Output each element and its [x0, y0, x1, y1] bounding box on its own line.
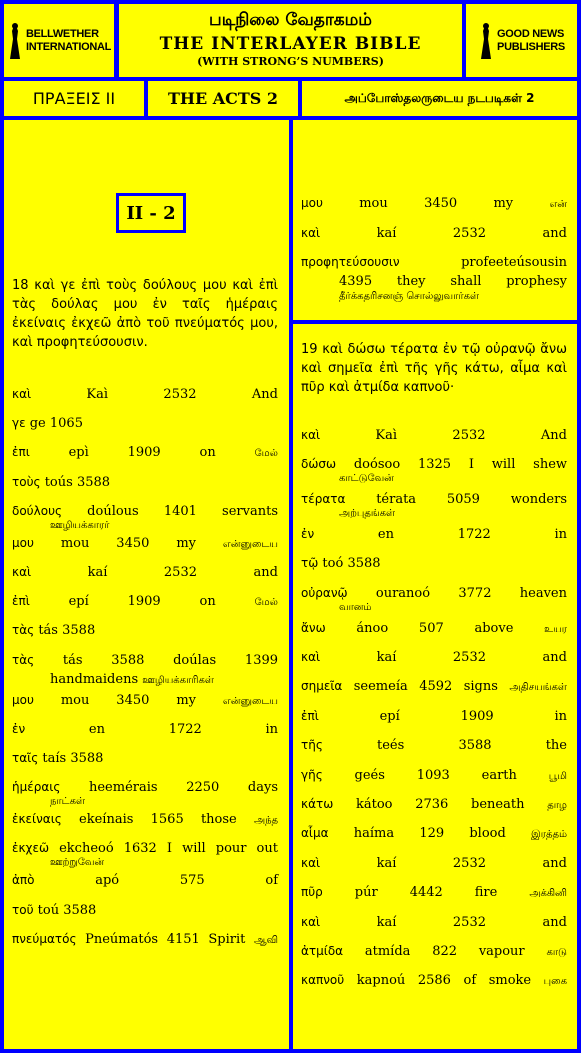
strong-number: 3588: [76, 474, 111, 490]
strong-number: 4151: [166, 931, 200, 947]
strong-number: 3450: [116, 692, 150, 708]
english-gloss: servants: [222, 503, 278, 519]
english-gloss: blood: [469, 826, 506, 842]
tamil-gloss-line: [339, 472, 394, 485]
greek-word: καὶ: [301, 855, 321, 870]
word-row: [12, 564, 278, 581]
greek-word: ἐπὶ: [12, 594, 30, 609]
word-row: [301, 737, 567, 754]
word-row: [12, 779, 278, 796]
tamil-gloss: அக்கினி: [529, 888, 568, 900]
title-sub: (WITH STRONG’S NUMBERS): [197, 55, 384, 68]
word-row: [12, 902, 278, 919]
strong-number: 2532: [452, 225, 486, 241]
greek-word: γε: [12, 416, 26, 431]
transliteration: doúlous: [87, 503, 139, 519]
tamil-book-label: அப்போஸ்தலருடைய நடபடிகள் 2: [344, 90, 535, 105]
greek-word: ἐπὶ: [301, 708, 319, 723]
word-row: [12, 593, 278, 611]
transliteration: taís: [42, 751, 67, 766]
left-logo-line1: BELLWETHER: [25, 27, 99, 40]
english-gloss: my: [176, 692, 196, 708]
english-gloss: and: [542, 650, 567, 665]
transliteration: kaí: [376, 855, 397, 871]
transliteration: mou: [60, 535, 90, 551]
tamil-gloss: ஊழியக்காரிகள்: [142, 674, 214, 686]
greek-word: κάτω: [301, 797, 334, 811]
greek-word: ἐν: [301, 527, 315, 541]
transliteration: epí: [379, 708, 400, 724]
strong-number: 2532: [452, 855, 486, 871]
word-row: [12, 840, 278, 857]
transliteration: térata: [376, 492, 417, 508]
word-row: [301, 620, 567, 638]
strong-number: 3588: [111, 652, 145, 668]
word-row: [12, 535, 278, 553]
word-row: [301, 678, 567, 696]
english-gloss: of: [265, 873, 279, 889]
greek-word: καὶ: [301, 428, 321, 442]
greek-word: ἄνω: [301, 620, 326, 635]
transliteration: Kaì: [375, 428, 398, 443]
greek-word: τοὺς: [12, 474, 41, 489]
english-gloss: I will pour out: [166, 841, 278, 857]
english-gloss: beneath: [471, 797, 525, 812]
strong-number: 2586: [417, 973, 451, 989]
transliteration: en: [377, 527, 394, 542]
english-gloss: Spirit: [208, 931, 246, 947]
tamil-gloss-line: [339, 290, 479, 303]
strong-number: 2250: [186, 780, 220, 796]
english-gloss: wonders: [510, 492, 567, 508]
tamil-gloss: ஊழியக்காரர்: [50, 519, 110, 531]
word-row: [301, 491, 567, 508]
english-gloss: and: [253, 565, 278, 580]
english-gloss: in: [554, 527, 568, 542]
transliteration: ánoo: [356, 620, 389, 636]
word-row: [301, 649, 567, 666]
greek-word: τὰς: [12, 623, 35, 638]
left-logo: [4, 4, 114, 77]
word-row: [301, 254, 567, 271]
greek-word: ἐν: [12, 721, 26, 736]
greek-word: ἐκείναις: [12, 812, 62, 827]
transliteration: Kaì: [86, 387, 109, 402]
word-row: [301, 555, 567, 572]
greek-word: πῦρ: [301, 885, 323, 900]
greek-word: ἀτμίδα: [301, 944, 344, 958]
word-row-continuation: [339, 274, 567, 290]
word-row: [301, 456, 567, 473]
english-gloss: I will shew: [468, 457, 568, 473]
greek-word: προφητεύσουσιν: [301, 255, 400, 269]
tamil-gloss: உயர: [544, 623, 567, 635]
strong-number: 4395: [339, 274, 373, 289]
transliteration: teés: [377, 738, 405, 754]
strong-number: 2532: [452, 428, 486, 443]
strong-number: 129: [419, 826, 445, 842]
verse-19-text: 19 καὶ δώσω τέρατα ἐν τῷ οὐρανῷ ἄνω καὶ σημεῖα ἐπὶ τῆς γῆς κάτω, αἷμα καὶ πῦρ καὶ ἀτμίδα καπνοῦ·: [301, 342, 567, 395]
transliteration: profeeteúsousin: [461, 255, 567, 270]
greek-word: τὰς: [12, 652, 35, 667]
english-gloss: those: [200, 812, 237, 828]
strong-number: 3450: [424, 196, 458, 211]
word-row: [12, 474, 278, 491]
english-gloss: on: [199, 445, 216, 461]
word-row: [12, 386, 278, 403]
strong-number: 5059: [446, 492, 480, 508]
right-logo: [466, 4, 577, 77]
transliteration: Pneúmatós: [85, 931, 159, 947]
title-tamil: படிநிலை வேதாகமம்: [209, 10, 372, 30]
tamil-gloss-line: [50, 795, 85, 808]
english-gloss: fire: [474, 885, 498, 901]
english-gloss: days: [247, 780, 278, 796]
tamil-gloss: அந்த: [253, 815, 279, 827]
greek-word: ἐκχεῶ: [12, 841, 50, 856]
transliteration: epí: [68, 594, 89, 610]
word-row: [12, 503, 278, 520]
tamil-gloss: தாழ: [547, 800, 567, 811]
word-row: [301, 943, 567, 961]
greek-word: δούλους: [12, 503, 63, 518]
greek-word: μου: [301, 196, 323, 210]
greek-word: τοῦ: [12, 902, 34, 917]
english-gloss: handmaidens: [50, 671, 139, 687]
tamil-gloss: மேல்: [254, 448, 278, 460]
transliteration: kapnoú: [356, 973, 406, 989]
strong-number: 822: [432, 944, 458, 959]
transliteration: kaí: [87, 565, 108, 580]
english-gloss: and: [542, 855, 567, 871]
strong-number: 4592: [419, 679, 453, 695]
greek-word: πνεύματός: [12, 931, 77, 946]
transliteration: haíma: [353, 826, 395, 842]
word-row: [301, 884, 567, 902]
tamil-book-title: [302, 81, 577, 116]
english-book-label: THE ACTS 2: [167, 89, 279, 108]
transliteration: en: [88, 721, 105, 737]
english-gloss: in: [554, 708, 567, 724]
greek-word: δώσω: [301, 457, 337, 472]
greek-word: μου: [12, 535, 34, 550]
english-gloss: of smoke: [463, 973, 532, 989]
transliteration: doósoo: [353, 457, 401, 473]
transliteration: kaí: [376, 225, 397, 241]
word-row: [301, 195, 567, 213]
word-row: [301, 914, 567, 931]
transliteration: geés: [354, 767, 385, 783]
transliteration: ouranoó: [375, 585, 431, 601]
word-row: [12, 415, 278, 432]
strong-number: 3588: [70, 751, 104, 766]
greek-word: τῷ: [301, 556, 319, 571]
tamil-gloss: அற்புதங்கள்: [339, 508, 396, 520]
word-row: [12, 872, 278, 889]
transliteration: seemeía: [353, 679, 408, 695]
strong-number: 3772: [458, 585, 492, 601]
transliteration: mou: [60, 692, 90, 708]
word-row: [301, 855, 567, 872]
strong-number: 3588: [62, 623, 96, 639]
verse-18-text: 18 καὶ γε ἐπὶ τοὺς δούλους μου καὶ ἐπὶ τὰς δούλας μου ἐν ταῖς ἡμέραις ἐκείναις ἐκχεῶ ἀπὸ τοῦ πνεύματός μου, καὶ προφητεύσουσιν.: [12, 278, 278, 350]
english-gloss: on: [199, 594, 216, 610]
strong-number: 3588: [63, 902, 97, 918]
word-row: [301, 767, 567, 785]
strong-number: 1065: [49, 416, 83, 432]
greek-book-title: [4, 81, 144, 116]
word-row: [12, 931, 278, 949]
transliteration: atmída: [364, 944, 411, 959]
strong-number: 507: [418, 620, 444, 636]
transliteration: ekcheoó: [59, 841, 114, 857]
word-row: [301, 585, 567, 602]
strong-number: 2532: [163, 387, 197, 402]
tamil-gloss: அதிசயங்கள்: [509, 682, 567, 694]
word-row: [12, 721, 278, 738]
word-row: [12, 652, 278, 669]
english-gloss: vapour: [478, 944, 525, 959]
tamil-gloss-line: [339, 601, 372, 614]
strong-number: 3588: [347, 556, 381, 572]
word-row-continuation: [50, 672, 278, 689]
transliteration: kaí: [376, 914, 397, 930]
transliteration: toús: [44, 474, 73, 490]
strong-number: 1909: [460, 708, 494, 724]
bellwether-logo-icon: [7, 21, 23, 61]
english-gloss: signs: [463, 679, 498, 695]
greek-word: καὶ: [12, 387, 32, 401]
strong-number: 1565: [150, 812, 184, 828]
tamil-gloss-line: [339, 507, 395, 520]
chapter-label: II - 2: [116, 193, 186, 233]
tamil-gloss: இரத்தம்: [531, 829, 568, 841]
transliteration: toú: [37, 902, 60, 918]
title-block: [119, 4, 462, 77]
tamil-gloss-line: [50, 856, 104, 869]
strong-number: 3450: [116, 535, 150, 551]
english-gloss: my: [176, 535, 196, 551]
strong-number: 4442: [409, 885, 443, 901]
tamil-gloss: என்னுடைய: [222, 695, 279, 707]
greek-word: ἐπι: [12, 445, 30, 460]
word-row: [12, 750, 278, 767]
strong-number: 1722: [168, 721, 202, 737]
strong-number: 2532: [452, 914, 486, 930]
transliteration: mou: [359, 196, 388, 211]
word-row: [12, 811, 278, 829]
english-gloss: my: [493, 196, 514, 211]
tamil-gloss: என்னுடைய: [222, 538, 279, 550]
greek-word: ταῖς: [12, 751, 39, 765]
transliteration: kátoo: [355, 797, 393, 812]
transliteration: heemérais: [88, 780, 158, 796]
greek-word: τῆς: [301, 738, 323, 753]
right-logo-line1: GOOD NEWS: [497, 27, 565, 40]
word-row: [301, 972, 567, 990]
greek-word: σημεῖα: [301, 679, 343, 694]
english-book-title: [148, 81, 298, 116]
transliteration: ge: [29, 416, 46, 432]
english-gloss: And: [251, 387, 278, 402]
transliteration: tás: [62, 652, 83, 668]
tamil-gloss: பூமி: [548, 770, 567, 782]
english-gloss: the: [545, 738, 567, 754]
english-gloss: above: [474, 620, 514, 636]
strong-number: 1722: [457, 527, 491, 542]
tamil-gloss: புகை: [543, 976, 567, 988]
transliteration: epì: [68, 445, 89, 461]
tamil-gloss: ஆவி: [253, 934, 278, 946]
word-row: [301, 427, 567, 444]
english-gloss: they shall prophesy: [396, 274, 567, 289]
word-row: [12, 622, 278, 639]
tamil-gloss: காட்டுவேன்: [339, 473, 394, 485]
transliteration: toó: [322, 556, 344, 572]
strong-number: 1632: [123, 841, 157, 857]
greek-word: καὶ: [12, 565, 32, 579]
word-row: [12, 692, 278, 710]
greek-word: ἡμέραις: [12, 780, 61, 795]
transliteration: púr: [354, 885, 378, 901]
tamil-gloss: மேல்: [254, 597, 278, 609]
tamil-gloss: என்: [549, 199, 567, 210]
strong-number: 2532: [163, 565, 197, 580]
strong-number: 1909: [127, 594, 161, 610]
english-gloss: heaven: [519, 585, 567, 601]
english-gloss: doúlas: [173, 652, 217, 668]
greek-word: καπνοῦ: [301, 973, 345, 988]
tamil-gloss: நாட்கள்: [50, 796, 86, 808]
greek-word: καὶ: [301, 225, 321, 240]
tamil-gloss: காடு: [546, 947, 567, 958]
greek-word: μου: [12, 692, 34, 707]
english-gloss: and: [542, 225, 567, 241]
strong-number: 575: [179, 873, 205, 889]
strong-number: 1909: [127, 445, 161, 461]
left-logo-line2: INTERNATIONAL: [25, 40, 112, 53]
greek-book-label: ΠΡΑΞΕΙΣ ΙΙ: [32, 89, 116, 108]
word-row: [301, 526, 567, 543]
word-row: [301, 708, 567, 725]
english-gloss: earth: [481, 767, 517, 783]
word-row: [301, 225, 567, 242]
word-row: [301, 825, 567, 843]
greek-word: τέρατα: [301, 492, 346, 507]
transliteration: apó: [95, 873, 120, 889]
tamil-gloss: தீர்க்கதரிசனஞ் சொல்லுவார்கள்: [339, 291, 479, 302]
greek-word: αἷμα: [301, 826, 329, 841]
right-logo-line2: PUBLISHERS: [497, 40, 565, 53]
strong-number: 2532: [452, 650, 486, 665]
greek-word: οὐρανῷ: [301, 585, 348, 600]
strong-number: 3588: [458, 738, 492, 754]
transliteration: kaí: [376, 650, 397, 665]
transliteration: tás: [38, 623, 58, 639]
word-row: [301, 796, 567, 814]
english-gloss: And: [540, 428, 567, 443]
strong-number: 1325: [417, 457, 452, 473]
greek-word: καὶ: [301, 914, 321, 929]
tamil-gloss: வானம்: [339, 601, 372, 613]
transliteration: ekeínais: [79, 812, 134, 828]
strong-number: 1093: [416, 767, 450, 783]
greek-word: ἀπὸ: [12, 873, 35, 888]
strong-number: 1401: [163, 503, 197, 519]
title-main: THE INTERLAYER BIBLE: [159, 34, 422, 54]
strong-number: 1399: [244, 652, 279, 668]
tamil-gloss-line: [50, 519, 109, 532]
strong-number: 2736: [415, 797, 449, 812]
word-row: [12, 444, 278, 462]
english-gloss: in: [265, 721, 279, 737]
greek-word: καὶ: [301, 650, 321, 664]
english-gloss: and: [542, 914, 567, 930]
goodnews-logo-icon: [478, 21, 494, 61]
greek-word: γῆς: [301, 767, 323, 782]
tamil-gloss: ஊற்றுவேன்: [50, 857, 105, 869]
